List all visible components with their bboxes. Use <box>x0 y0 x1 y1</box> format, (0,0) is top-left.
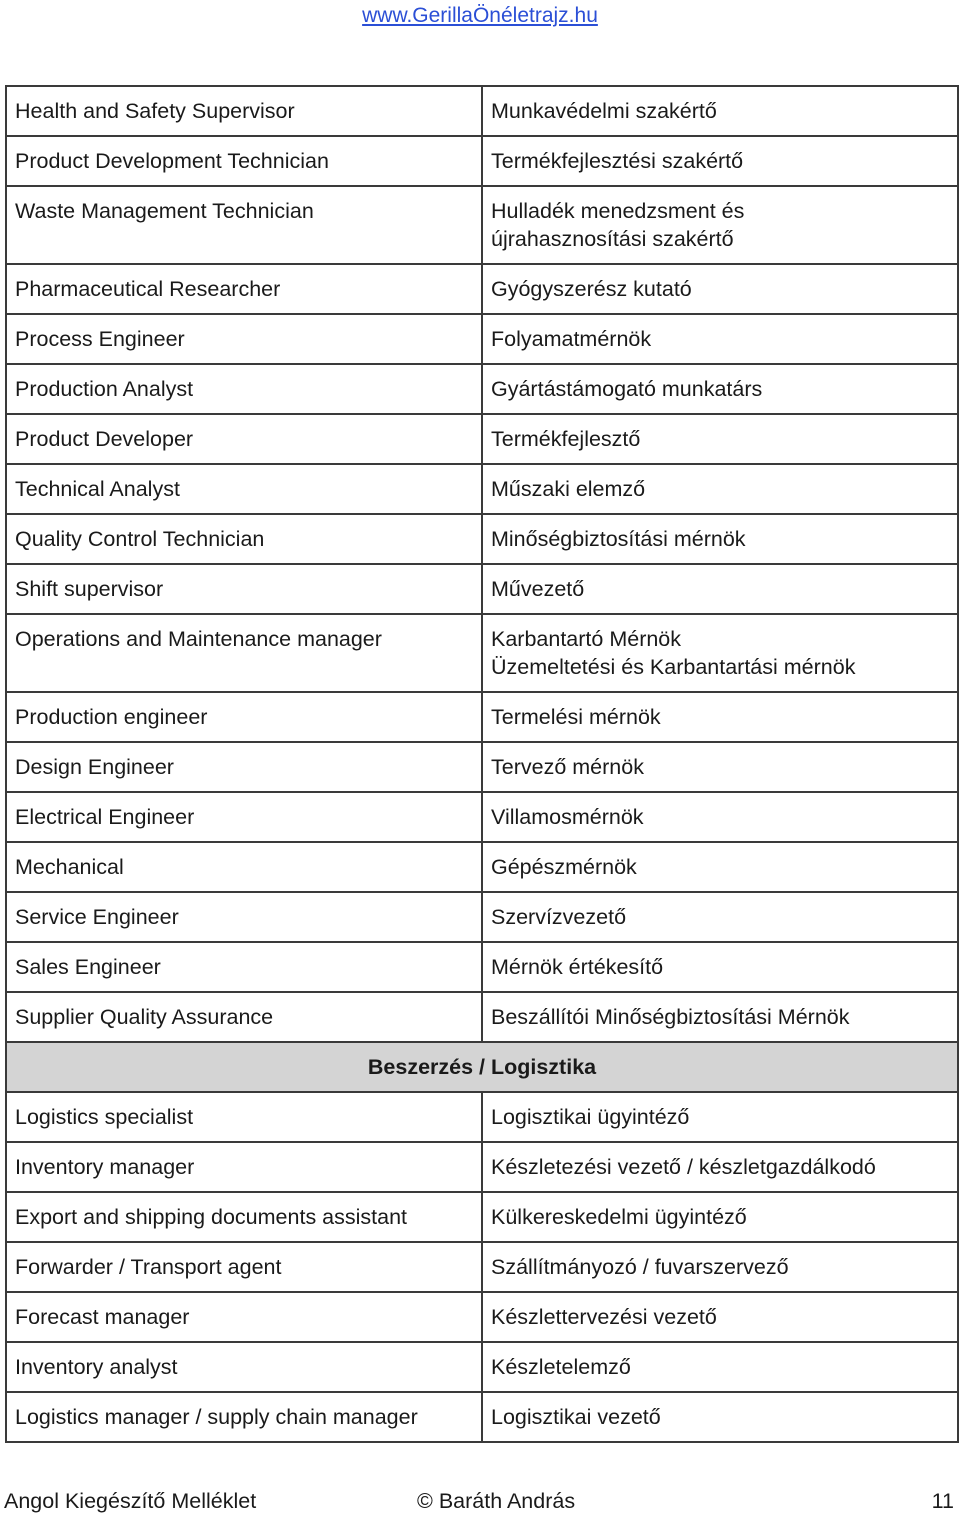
hungarian-term <box>482 464 958 514</box>
hungarian-term <box>482 1342 958 1392</box>
english-term: Export and shipping documents assistant <box>6 1192 482 1242</box>
table-row <box>6 942 958 992</box>
table-row <box>6 992 958 1042</box>
hungarian-term-line: Mérnök értékesítő <box>491 955 664 979</box>
hungarian-term <box>482 86 958 136</box>
hungarian-term <box>482 892 958 942</box>
table-row <box>6 564 958 614</box>
table-row <box>6 1242 958 1292</box>
english-term: Inventory manager <box>6 1142 482 1192</box>
hungarian-term <box>482 414 958 464</box>
hungarian-term-line: Hulladék menedzsment és <box>491 199 745 223</box>
hungarian-term-line: Műszaki elemző <box>491 477 646 501</box>
english-term: Forecast manager <box>6 1292 482 1342</box>
hungarian-term-line: Tervező mérnök <box>491 755 644 779</box>
hungarian-term-line: Művezető <box>491 577 585 601</box>
page-footer <box>4 1489 956 1519</box>
table-row <box>6 842 958 892</box>
english-term: Supplier Quality Assurance <box>6 992 482 1042</box>
table-row <box>6 364 958 414</box>
hungarian-term-line: Készlettervezési vezető <box>491 1305 717 1329</box>
hungarian-term <box>482 992 958 1042</box>
hungarian-term-line: Termelési mérnök <box>491 705 661 729</box>
english-term: Production engineer <box>6 692 482 742</box>
footer-copyright: © Baráth András <box>417 1489 576 1513</box>
hungarian-term <box>482 1292 958 1342</box>
table-row <box>6 1292 958 1342</box>
english-term: Quality Control Technician <box>6 514 482 564</box>
hungarian-term-line: Termékfejlesztő <box>491 427 641 451</box>
english-term: Logistics manager / supply chain manager <box>6 1392 482 1442</box>
section-header-row <box>6 1042 958 1092</box>
hungarian-term <box>482 842 958 892</box>
hungarian-term <box>482 942 958 992</box>
table-row <box>6 514 958 564</box>
table-row <box>6 1092 958 1142</box>
hungarian-term-line: Készletelemző <box>491 1355 631 1379</box>
hungarian-term-line: Külkereskedelmi ügyintéző <box>491 1205 747 1229</box>
hungarian-term-line: Készletezési vezető / készletgazdálkodó <box>491 1155 876 1179</box>
hungarian-term-line: Logisztikai vezető <box>491 1405 661 1429</box>
hungarian-term <box>482 514 958 564</box>
hungarian-term-line: Gyógyszerész kutató <box>491 277 692 301</box>
hungarian-term-line: Villamosmérnök <box>491 805 644 829</box>
english-term: Waste Management Technician <box>6 186 482 264</box>
hungarian-term-line: Üzemeltetési és Karbantartási mérnök <box>491 655 856 679</box>
table-row <box>6 692 958 742</box>
hungarian-term <box>482 742 958 792</box>
table-row <box>6 1192 958 1242</box>
english-term: Sales Engineer <box>6 942 482 992</box>
hungarian-term <box>482 564 958 614</box>
english-term: Inventory analyst <box>6 1342 482 1392</box>
table-row <box>6 264 958 314</box>
table-row <box>6 464 958 514</box>
table-row <box>6 614 958 692</box>
english-term: Process Engineer <box>6 314 482 364</box>
hungarian-term <box>482 792 958 842</box>
hungarian-term <box>482 264 958 314</box>
hungarian-term-line: Termékfejlesztési szakértő <box>491 149 744 173</box>
english-term: Service Engineer <box>6 892 482 942</box>
hungarian-term-line: Logisztikai ügyintéző <box>491 1105 690 1129</box>
table-row <box>6 1392 958 1442</box>
english-term: Pharmaceutical Researcher <box>6 264 482 314</box>
english-term: Mechanical <box>6 842 482 892</box>
table-row <box>6 792 958 842</box>
hungarian-term-line: Gépészmérnök <box>491 855 637 879</box>
english-term: Operations and Maintenance manager <box>6 614 482 692</box>
hungarian-term-line: Szállítmányozó / fuvarszervező <box>491 1255 789 1279</box>
footer-title: Angol Kiegészítő Melléklet <box>4 1489 257 1513</box>
english-term: Health and Safety Supervisor <box>6 86 482 136</box>
table-row <box>6 414 958 464</box>
hungarian-term-line: Gyártástámogató munkatárs <box>491 377 763 401</box>
table-row <box>6 86 958 136</box>
english-term: Electrical Engineer <box>6 792 482 842</box>
table-row <box>6 1142 958 1192</box>
hungarian-term-line: újrahasznosítási szakértő <box>491 227 734 251</box>
english-term: Logistics specialist <box>6 1092 482 1142</box>
hungarian-term-line: Szervízvezető <box>491 905 627 929</box>
hungarian-term <box>482 1092 958 1142</box>
hungarian-term <box>482 1242 958 1292</box>
hungarian-term <box>482 1192 958 1242</box>
english-term: Design Engineer <box>6 742 482 792</box>
hungarian-term <box>482 614 958 692</box>
english-term: Shift supervisor <box>6 564 482 614</box>
hungarian-term <box>482 136 958 186</box>
hungarian-term <box>482 186 958 264</box>
english-term: Product Developer <box>6 414 482 464</box>
hungarian-term-line: Folyamatmérnök <box>491 327 652 351</box>
table-row <box>6 1342 958 1392</box>
site-link[interactable]: www.GerillaÖnéletrajz.hu <box>362 4 598 27</box>
section-title: Beszerzés / Logisztika <box>6 1042 958 1092</box>
table-row <box>6 314 958 364</box>
hungarian-term <box>482 1142 958 1192</box>
glossary-table <box>5 85 959 1443</box>
hungarian-term-line: Karbantartó Mérnök <box>491 627 682 651</box>
table-row <box>6 186 958 264</box>
english-term: Forwarder / Transport agent <box>6 1242 482 1292</box>
table-row <box>6 742 958 792</box>
hungarian-term <box>482 364 958 414</box>
page-number: 11 <box>931 1489 954 1513</box>
hungarian-term <box>482 692 958 742</box>
english-term: Production Analyst <box>6 364 482 414</box>
english-term: Technical Analyst <box>6 464 482 514</box>
english-term: Product Development Technician <box>6 136 482 186</box>
hungarian-term-line: Minőségbiztosítási mérnök <box>491 527 746 551</box>
hungarian-term <box>482 1392 958 1442</box>
table-row <box>6 136 958 186</box>
hungarian-term <box>482 314 958 364</box>
hungarian-term-line: Munkavédelmi szakértő <box>491 99 717 123</box>
hungarian-term-line: Beszállítói Minőségbiztosítási Mérnök <box>491 1005 850 1029</box>
table-row <box>6 892 958 942</box>
